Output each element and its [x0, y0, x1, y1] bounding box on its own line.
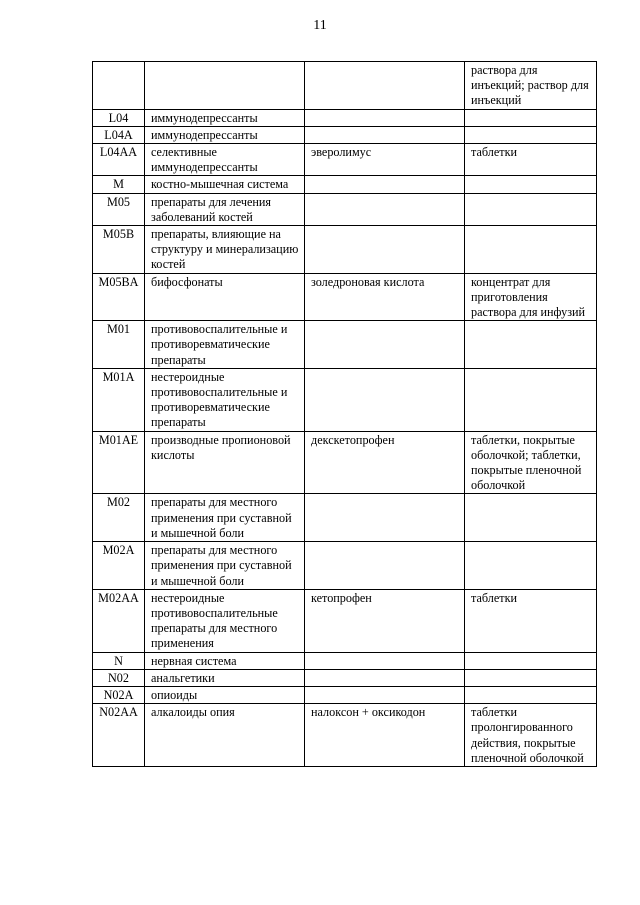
dosage-form-cell: таблетки [465, 589, 597, 652]
drug-name-cell: налоксон + оксикодон [305, 704, 465, 767]
table-row [93, 494, 597, 542]
atc-code-cell: L04A [93, 126, 145, 143]
dosage-form-cell: концентрат для приготовления раствора для инфузий [465, 273, 597, 321]
page-number: 11 [313, 18, 327, 33]
dosage-form-cell [465, 126, 597, 143]
atc-code-cell [93, 62, 145, 110]
group-name-cell: препараты для местного применения при суставной и мышечной боли [145, 542, 305, 590]
drug-name-cell: кетопрофен [305, 589, 465, 652]
dosage-form-cell [465, 686, 597, 703]
group-name-cell: препараты для местного применения при суставной и мышечной боли [145, 494, 305, 542]
drug-name-cell [305, 226, 465, 274]
table-row [93, 704, 597, 767]
atc-code-cell: M05BA [93, 273, 145, 321]
dosage-form-cell [465, 652, 597, 669]
table-row [93, 144, 597, 176]
table-row [93, 431, 597, 494]
atc-code-cell: M01A [93, 368, 145, 431]
group-name-cell: иммунодепрессанты [145, 109, 305, 126]
dosage-form-cell [465, 109, 597, 126]
group-name-cell: опиоиды [145, 686, 305, 703]
drug-name-cell [305, 652, 465, 669]
table-row [93, 368, 597, 431]
atc-code-cell: L04 [93, 109, 145, 126]
atc-code-cell: M01AE [93, 431, 145, 494]
dosage-form-cell [465, 226, 597, 274]
atc-code-cell: N02 [93, 669, 145, 686]
group-name-cell: алкалоиды опия [145, 704, 305, 767]
drug-name-cell [305, 321, 465, 369]
drug-name-cell [305, 368, 465, 431]
drug-name-cell: декскетопрофен [305, 431, 465, 494]
atc-code-cell: M01 [93, 321, 145, 369]
atc-code-cell: N02AA [93, 704, 145, 767]
atc-code-cell: M [93, 176, 145, 193]
table-row [93, 126, 597, 143]
table-row [93, 273, 597, 321]
drug-name-cell [305, 542, 465, 590]
group-name-cell: селективные иммунодепрессанты [145, 144, 305, 176]
group-name-cell: препараты, влияющие на структуру и минерализацию костей [145, 226, 305, 274]
table-row [93, 226, 597, 274]
drug-name-cell [305, 62, 465, 110]
atc-code-cell: M02 [93, 494, 145, 542]
table-row [93, 589, 597, 652]
group-name-cell: анальгетики [145, 669, 305, 686]
drug-table [92, 61, 597, 767]
drug-name-cell: золедроновая кислота [305, 273, 465, 321]
dosage-form-cell [465, 176, 597, 193]
table-row [93, 686, 597, 703]
dosage-form-cell: таблетки пролонгированного действия, покрытые пленочной оболочкой [465, 704, 597, 767]
table-row [93, 109, 597, 126]
atc-code-cell: N [93, 652, 145, 669]
group-name-cell [145, 62, 305, 110]
atc-code-cell: N02A [93, 686, 145, 703]
group-name-cell: нестероидные противовоспалительные препараты для местного применения [145, 589, 305, 652]
atc-code-cell: L04AA [93, 144, 145, 176]
atc-code-cell: M02A [93, 542, 145, 590]
dosage-form-cell [465, 321, 597, 369]
atc-code-cell: M02AA [93, 589, 145, 652]
table-row [93, 176, 597, 193]
table-row [93, 62, 597, 110]
drug-name-cell [305, 176, 465, 193]
group-name-cell: противовоспалительные и противоревматические препараты [145, 321, 305, 369]
drug-name-cell [305, 669, 465, 686]
dosage-form-cell: таблетки [465, 144, 597, 176]
dosage-form-cell [465, 669, 597, 686]
table-row [93, 321, 597, 369]
group-name-cell: нервная система [145, 652, 305, 669]
drug-name-cell [305, 126, 465, 143]
dosage-form-cell [465, 193, 597, 225]
table-row [93, 652, 597, 669]
drug-name-cell [305, 109, 465, 126]
dosage-form-cell [465, 542, 597, 590]
drug-name-cell [305, 686, 465, 703]
table-row [93, 193, 597, 225]
drug-name-cell [305, 494, 465, 542]
group-name-cell: иммунодепрессанты [145, 126, 305, 143]
dosage-form-cell: раствора для инъекций; раствор для инъекций [465, 62, 597, 110]
drug-name-cell [305, 193, 465, 225]
group-name-cell: производные пропионовой кислоты [145, 431, 305, 494]
dosage-form-cell: таблетки, покрытые оболочкой; таблетки, покрытые пленочной оболочкой [465, 431, 597, 494]
dosage-form-cell [465, 494, 597, 542]
group-name-cell: бифосфонаты [145, 273, 305, 321]
atc-code-cell: M05B [93, 226, 145, 274]
dosage-form-cell [465, 368, 597, 431]
atc-code-cell: M05 [93, 193, 145, 225]
drug-name-cell: эверолимус [305, 144, 465, 176]
table-row [93, 542, 597, 590]
group-name-cell: костно-мышечная система [145, 176, 305, 193]
table-row [93, 669, 597, 686]
group-name-cell: нестероидные противовоспалительные и противоревматические препараты [145, 368, 305, 431]
group-name-cell: препараты для лечения заболеваний костей [145, 193, 305, 225]
